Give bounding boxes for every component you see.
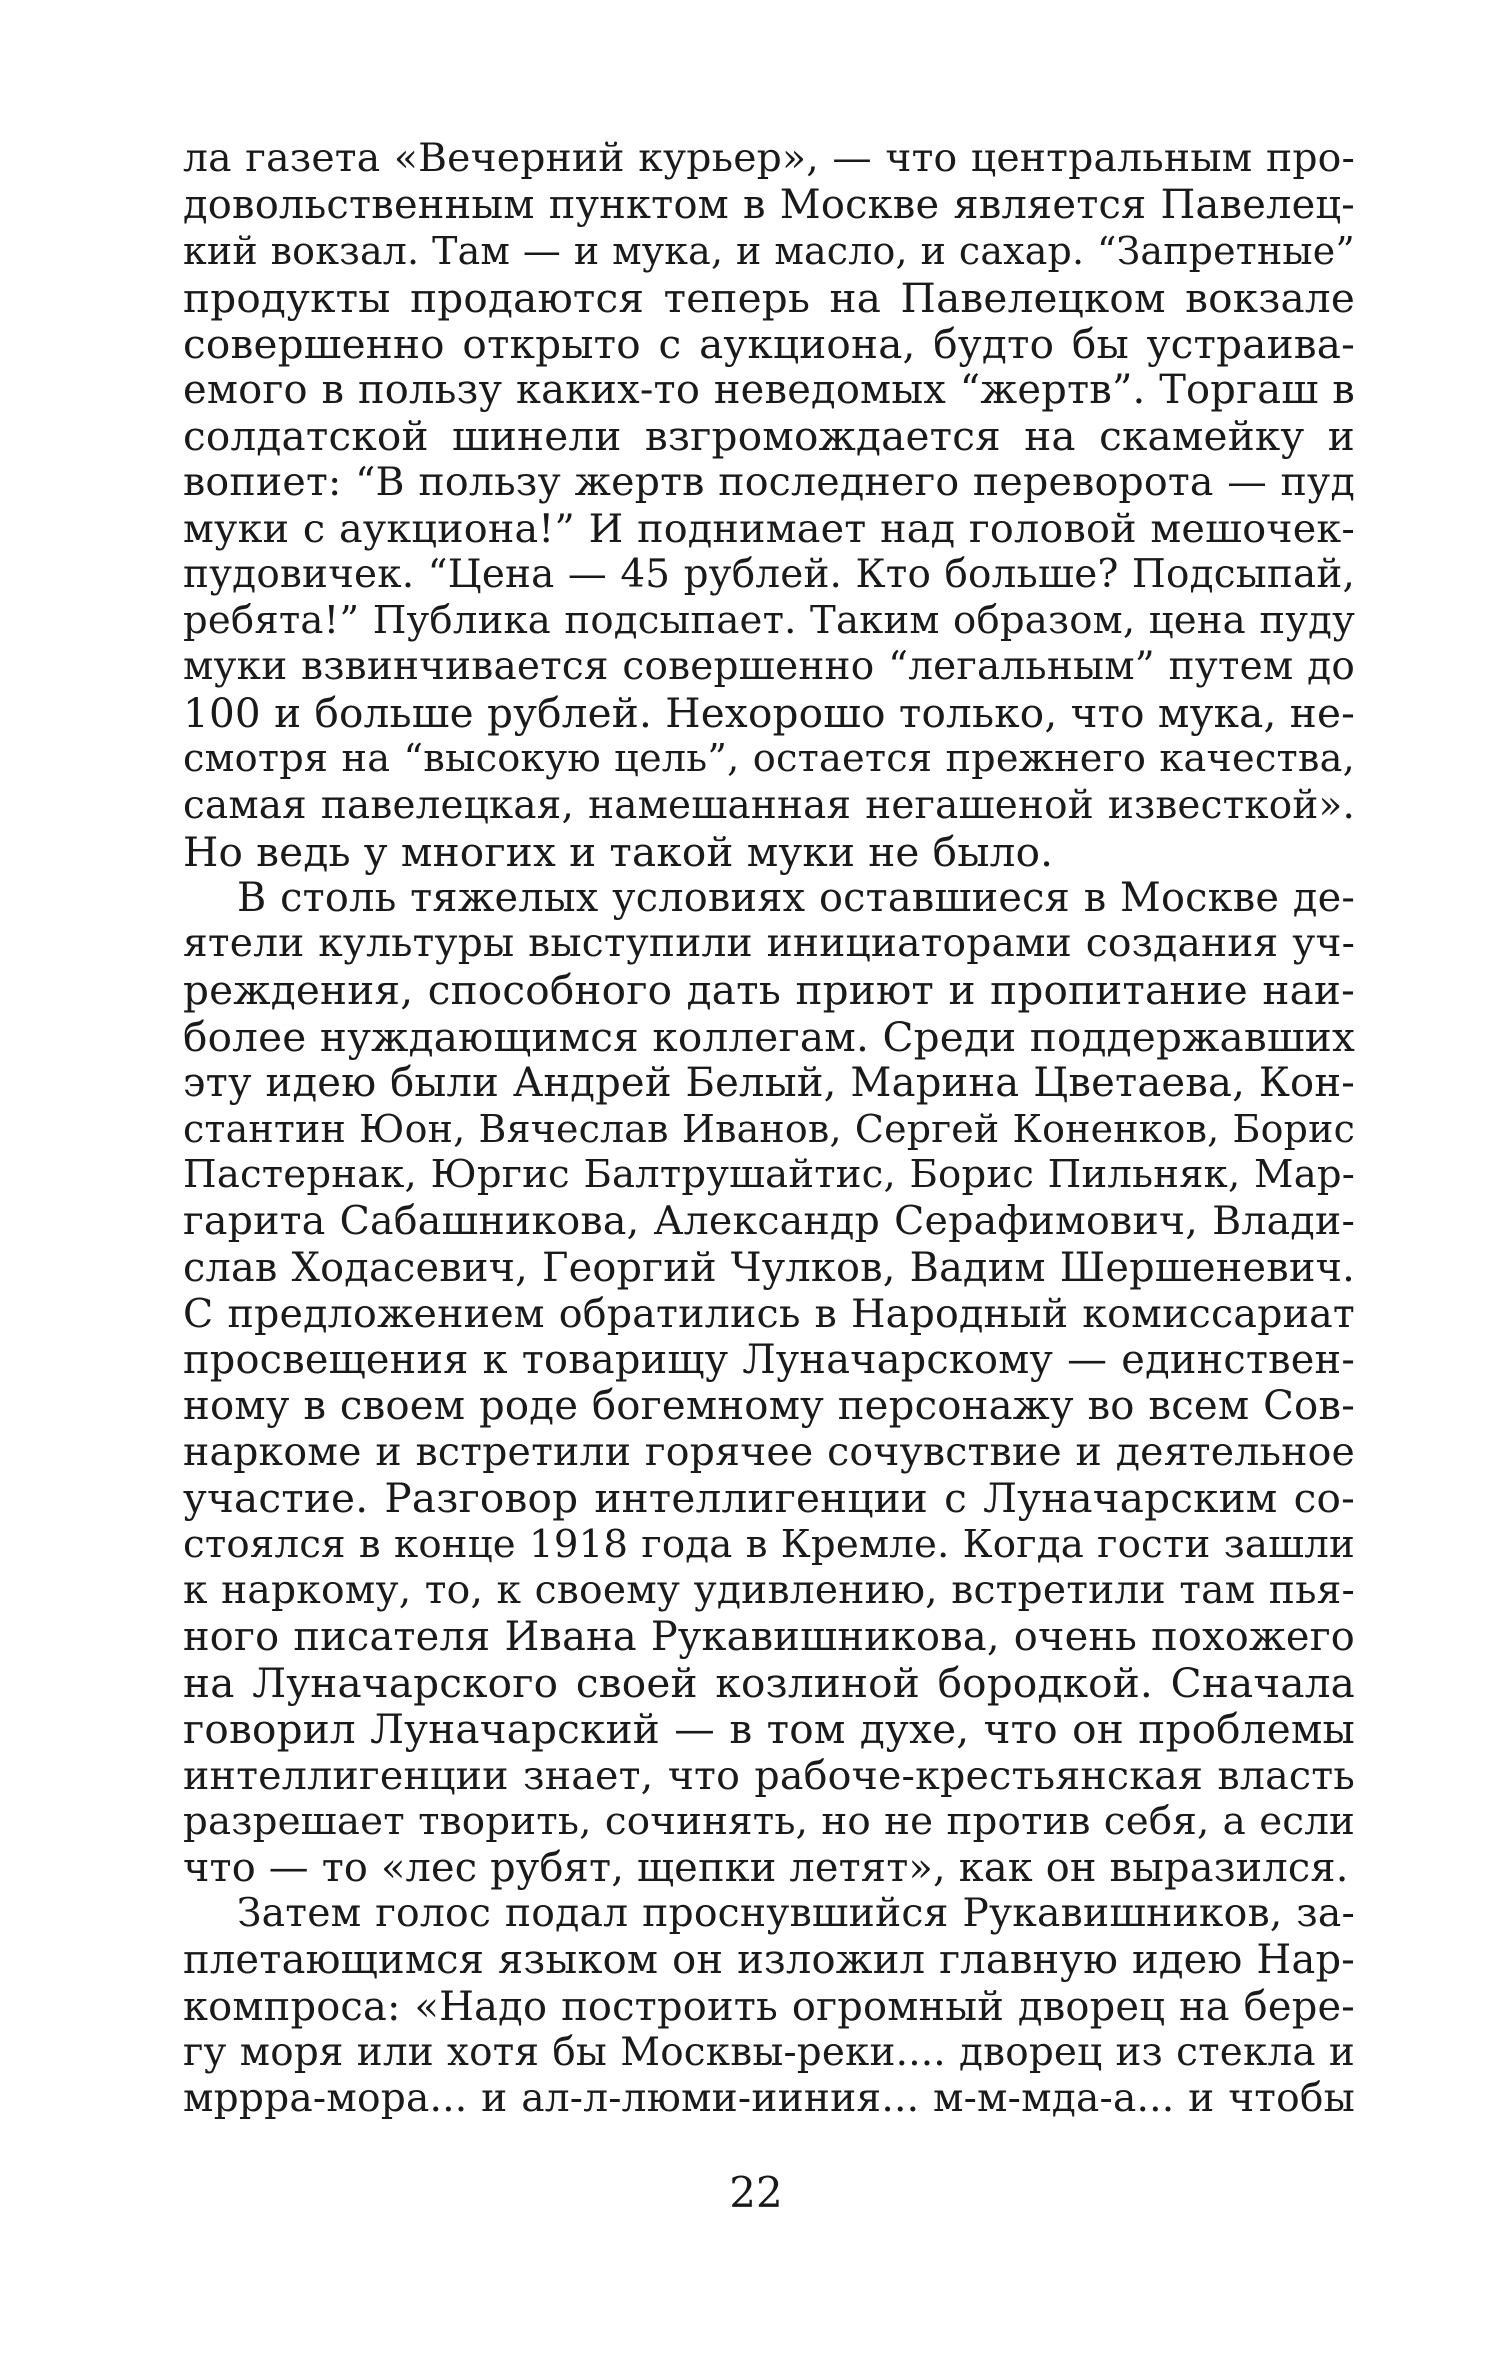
text-line: плетающимся языком он изложил главную идею Нар- <box>183 1937 1355 1984</box>
text-line: продукты продаются теперь на Павелецком вокзале <box>183 273 1355 322</box>
text-line: более нуждающимся коллегам. Среди поддержавших <box>183 1012 1355 1061</box>
text-line: кий вокзал. Там — и мука, и масло, и сахар. “Запретные” <box>183 229 1355 274</box>
text-line: что — то «лес рубят, щепки летят», как он выразился. <box>183 1844 1349 1891</box>
text-line: гу моря или хотя бы Москвы-реки.... дворец из стекла и <box>183 2029 1355 2075</box>
text-line: гарита Сабашникова, Александр Серафимович, Влади- <box>183 1198 1355 1245</box>
text-line: наркоме и встретили горячее сочувствие и деятельное <box>183 1429 1355 1476</box>
text-line: мррра-мора... и ал-л-люми-ииния... м-м-мда-а... и чтобы <box>183 2075 1355 2121</box>
text-line: говорил Луначарский — в том духе, что он проблемы <box>183 1705 1355 1754</box>
text-line: стантин Юон, Вячеслав Иванов, Сергей Коненков, Борис <box>183 1106 1355 1151</box>
text-line: совершенно открыто с аукциона, будто бы устраива- <box>183 319 1355 368</box>
text-line: эту идею были Андрей Белый, Марина Цветаева, Кон- <box>183 1059 1355 1106</box>
text-line: ла газета «Вечерний курьер», — что центральным про- <box>183 136 1355 181</box>
text-line: 100 и больше рублей. Нехорошо только, что мука, не- <box>183 689 1355 738</box>
text-line: Но ведь у многих и такой муки не было. <box>183 827 1054 876</box>
text-line: разрешает творить, сочинять, но не против себя, а если <box>183 1798 1355 1844</box>
text-line: к наркому, то, к своему удивлению, встретили там пья- <box>183 1567 1355 1613</box>
text-line: стоялся в конце 1918 года в Кремле. Когда гости зашли <box>183 1521 1355 1567</box>
text-line: Пастернак, Юргис Балтрушайтис, Борис Пильняк, Мар- <box>183 1152 1355 1198</box>
text-line: довольственным пунктом в Москве является Павелец- <box>183 182 1355 229</box>
text-line: ятели культуры выступили инициаторами создания уч- <box>183 921 1355 967</box>
text-line: реждения, способного дать приют и пропитание наи- <box>183 966 1355 1015</box>
text-line: компроса: «Надо построить огромный дворец на бере- <box>183 1983 1355 2030</box>
text-line: ного писателя Ивана Рукавишникова, очень похожего <box>183 1614 1355 1660</box>
text-line: смотря на “высокую цель”, остается прежнего качества, <box>183 736 1355 782</box>
text-line: самая павелецкая, намешанная негашеной известкой». <box>183 782 1355 828</box>
text-line: вопиет: “В пользу жертв последнего переворота — пуд <box>183 459 1355 506</box>
text-line: емого в пользу каких-то неведомых “жертв”. Торгаш в <box>183 366 1355 413</box>
text-line: слав Ходасевич, Георгий Чулков, Вадим Шершеневич. <box>183 1244 1355 1291</box>
page-number: 22 <box>729 2168 783 2217</box>
body-text <box>183 136 1355 2122</box>
text-line: ному в своем роде богемному персонажу во всем Сов- <box>183 1383 1355 1430</box>
text-line: муки взвинчивается совершенно “легальным” путем до <box>183 644 1355 690</box>
text-line: С предложением обратились в Народный комиссариат <box>183 1290 1355 1337</box>
text-line: интеллигенции знает, что рабоче-крестьянская власть <box>183 1752 1355 1799</box>
text-line: ребята!” Публика подсыпает. Таким образом, цена пуду <box>183 597 1355 643</box>
text-line: на Луначарского своей козлиной бородкой. Сначала <box>183 1659 1355 1708</box>
text-line: Затем голос подал проснувшийся Рукавишников, за- <box>237 1891 1355 1937</box>
text-line: В столь тяжелых условиях оставшиеся в Москве де- <box>237 875 1355 921</box>
text-line: просвещения к товарищу Луначарскому — единствен- <box>183 1336 1355 1383</box>
text-line: пудовичек. “Цена — 45 рублей. Кто больше? Подсыпай, <box>183 551 1355 597</box>
text-line: участие. Разговор интеллигенции с Луначарским со- <box>183 1474 1355 1523</box>
text-line: муки с аукциона!” И поднимает над головой мешочек- <box>183 505 1355 552</box>
text-line: солдатской шинели взгромождается на скамейку и <box>183 412 1355 461</box>
